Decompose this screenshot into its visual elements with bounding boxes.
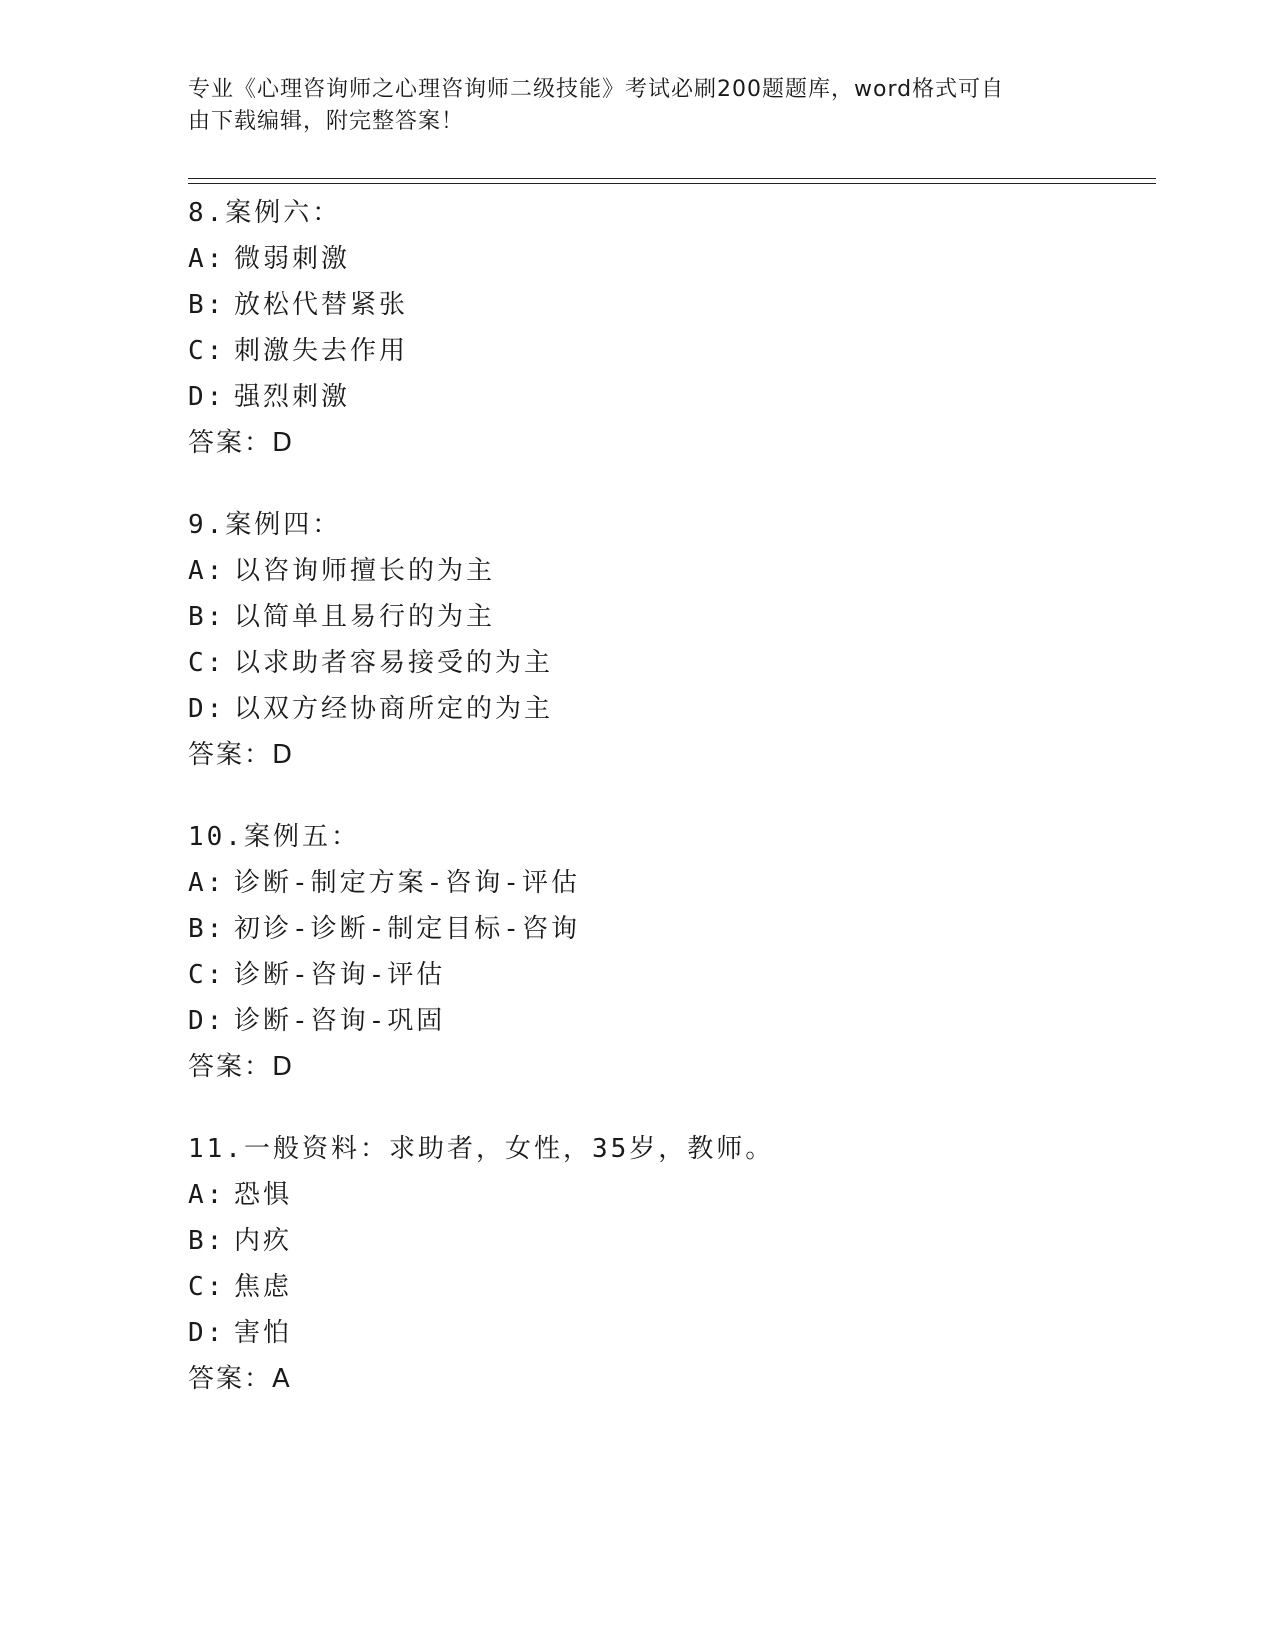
option-d [188, 998, 1156, 1044]
option-c [188, 952, 1156, 998]
answer-line: 答案：D [188, 428, 295, 458]
option-text: 害怕 [234, 1318, 293, 1348]
option-text: 以简单且易行的为主 [234, 602, 496, 632]
option-letter: B: [188, 602, 226, 632]
option-a [188, 236, 1156, 282]
option-text: 以双方经协商所定的为主 [234, 694, 554, 724]
option-d [188, 374, 1156, 420]
option-letter: B: [188, 1226, 226, 1256]
option-text: 刺激失去作用 [234, 336, 409, 366]
option-c [188, 640, 1156, 686]
option-text: 以咨询师擅长的为主 [234, 556, 496, 586]
document-header [188, 74, 1068, 138]
option-d [188, 1310, 1156, 1356]
header-divider-top [188, 178, 1156, 179]
option-c [188, 328, 1156, 374]
option-b [188, 282, 1156, 328]
header-line-1: 专业《心理咨询师之心理咨询师二级技能》考试必刷200题题库，word格式可自 [188, 77, 1005, 102]
option-text: 诊断-咨询-评估 [234, 960, 446, 990]
option-letter: A: [188, 868, 226, 898]
option-letter: C: [188, 1272, 226, 1302]
option-text: 微弱刺激 [234, 244, 351, 274]
answer-line: 答案：A [188, 1364, 292, 1394]
option-letter: A: [188, 244, 226, 274]
question-title: 9.案例四： [188, 510, 342, 540]
option-a [188, 1172, 1156, 1218]
option-letter: C: [188, 336, 226, 366]
option-text: 初诊-诊断-制定目标-咨询 [234, 914, 580, 944]
option-a [188, 548, 1156, 594]
option-letter: B: [188, 914, 226, 944]
option-text: 放松代替紧张 [234, 290, 409, 320]
option-letter: C: [188, 960, 226, 990]
question-8 [188, 190, 1156, 466]
option-letter: D: [188, 694, 226, 724]
option-b [188, 906, 1156, 952]
option-d [188, 686, 1156, 732]
option-text: 诊断-制定方案-咨询-评估 [234, 868, 580, 898]
option-letter: B: [188, 290, 226, 320]
answer-line: 答案：D [188, 1052, 295, 1082]
option-b [188, 594, 1156, 640]
question-title: 11.一般资料：求助者，女性，35岁，教师。 [188, 1134, 775, 1164]
option-text: 焦虑 [234, 1272, 293, 1302]
question-9 [188, 502, 1156, 778]
option-text: 内疚 [234, 1226, 293, 1256]
header-divider-bottom [188, 183, 1156, 184]
option-letter: A: [188, 1180, 226, 1210]
option-text: 恐惧 [234, 1180, 293, 1210]
option-c [188, 1264, 1156, 1310]
question-title: 8.案例六： [188, 198, 342, 228]
answer-line: 答案：D [188, 740, 295, 770]
option-a [188, 860, 1156, 906]
question-10 [188, 814, 1156, 1090]
option-b [188, 1218, 1156, 1264]
option-letter: A: [188, 556, 226, 586]
option-text: 诊断-咨询-巩固 [234, 1006, 446, 1036]
option-letter: D: [188, 382, 226, 412]
option-text: 以求助者容易接受的为主 [234, 648, 554, 678]
option-letter: C: [188, 648, 226, 678]
option-letter: D: [188, 1006, 226, 1036]
option-text: 强烈刺激 [234, 382, 351, 412]
option-letter: D: [188, 1318, 226, 1348]
header-line-2: 由下载编辑，附完整答案！ [188, 109, 465, 134]
question-title: 10.案例五： [188, 822, 360, 852]
question-list [188, 190, 1156, 1438]
question-11 [188, 1126, 1156, 1402]
